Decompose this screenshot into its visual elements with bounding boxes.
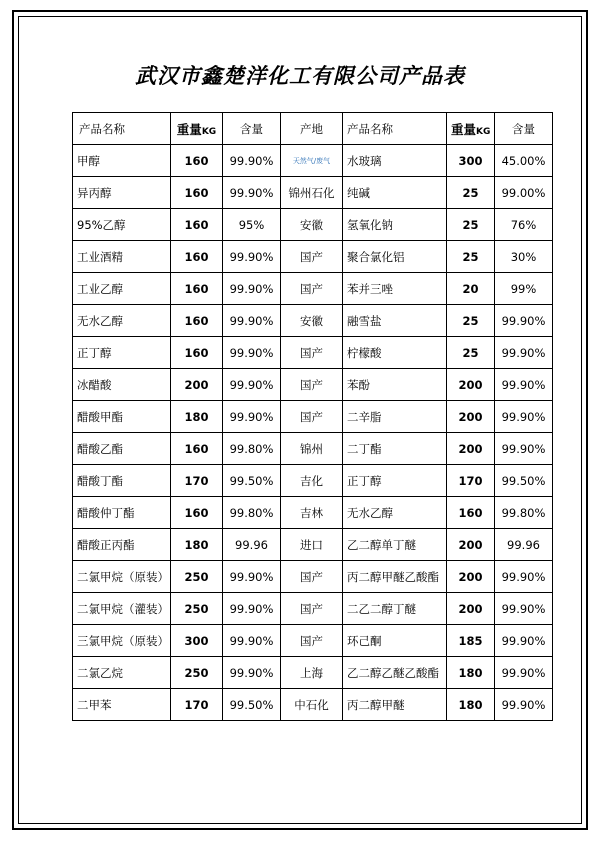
header-weight-2-unit: KG bbox=[476, 126, 491, 137]
cell-weight-1-text: 170 bbox=[184, 473, 209, 488]
cell-weight-1 bbox=[171, 657, 223, 689]
cell-purity-2-text: 99.90% bbox=[501, 345, 546, 360]
header-product-name-2: 产品名称 bbox=[347, 121, 393, 136]
cell-product-name-2 bbox=[343, 497, 447, 529]
cell-origin-text: 国产 bbox=[300, 281, 323, 296]
cell-purity-1-text: 99.90% bbox=[229, 313, 274, 328]
cell-weight-1-text: 160 bbox=[184, 313, 209, 328]
table-row bbox=[73, 433, 553, 465]
page-title: 武汉市鑫楚洋化工有限公司产品表 bbox=[135, 63, 465, 88]
table-row bbox=[73, 369, 553, 401]
cell-purity-1 bbox=[223, 241, 281, 273]
cell-weight-1-text: 160 bbox=[184, 153, 209, 168]
header-product-name-1: 产品名称 bbox=[79, 121, 125, 136]
cell-purity-2-text: 99.90% bbox=[501, 441, 546, 456]
cell-weight-2 bbox=[447, 657, 495, 689]
table-row bbox=[73, 401, 553, 433]
cell-weight-1 bbox=[171, 593, 223, 625]
cell-product-name-1 bbox=[73, 433, 171, 465]
cell-product-name-2-text: 柠檬酸 bbox=[347, 345, 382, 360]
cell-purity-2 bbox=[495, 625, 553, 657]
cell-weight-2 bbox=[447, 433, 495, 465]
cell-purity-1 bbox=[223, 625, 281, 657]
cell-weight-1 bbox=[171, 465, 223, 497]
cell-product-name-1 bbox=[73, 561, 171, 593]
cell-product-name-1-text: 工业酒精 bbox=[77, 249, 123, 264]
cell-purity-2-text: 99.90% bbox=[501, 313, 546, 328]
cell-product-name-2-text: 氢氧化钠 bbox=[347, 217, 393, 232]
cell-purity-2-text: 99.96 bbox=[507, 537, 540, 552]
cell-purity-1 bbox=[223, 177, 281, 209]
table-row bbox=[73, 689, 553, 721]
cell-product-name-1-text: 甲醇 bbox=[77, 153, 100, 168]
cell-weight-1 bbox=[171, 625, 223, 657]
cell-origin-text: 国产 bbox=[300, 569, 323, 584]
header-weight-1: 重量 bbox=[176, 121, 202, 137]
cell-purity-2 bbox=[495, 465, 553, 497]
cell-product-name-2-text: 融雪盐 bbox=[347, 313, 382, 328]
cell-purity-1 bbox=[223, 657, 281, 689]
cell-origin bbox=[281, 497, 343, 529]
cell-weight-1 bbox=[171, 401, 223, 433]
cell-origin-text: 锦州石化 bbox=[288, 185, 335, 200]
cell-product-name-1 bbox=[73, 145, 171, 177]
cell-product-name-2 bbox=[343, 337, 447, 369]
cell-product-name-2-text: 二辛脂 bbox=[347, 409, 382, 424]
cell-weight-2-text: 300 bbox=[458, 153, 483, 168]
cell-product-name-2-text: 苯并三唑 bbox=[347, 281, 393, 296]
cell-product-name-1-text: 醋酸甲酯 bbox=[77, 409, 123, 424]
cell-origin bbox=[281, 465, 343, 497]
cell-product-name-2 bbox=[343, 305, 447, 337]
header-weight-2: 重量 bbox=[451, 121, 477, 137]
cell-origin bbox=[281, 305, 343, 337]
table-row bbox=[73, 209, 553, 241]
cell-product-name-1-text: 醋酸正丙酯 bbox=[77, 537, 135, 552]
cell-origin bbox=[281, 209, 343, 241]
cell-weight-2 bbox=[447, 209, 495, 241]
cell-origin bbox=[281, 561, 343, 593]
cell-weight-2-text: 25 bbox=[462, 313, 479, 328]
cell-origin-text: 国产 bbox=[300, 409, 323, 424]
cell-weight-1 bbox=[171, 497, 223, 529]
table-row bbox=[73, 625, 553, 657]
products-table-body bbox=[73, 113, 553, 721]
cell-weight-1 bbox=[171, 145, 223, 177]
cell-purity-1-text: 99.80% bbox=[229, 505, 274, 520]
cell-weight-2-text: 20 bbox=[462, 281, 479, 296]
table-row bbox=[73, 593, 553, 625]
cell-product-name-2 bbox=[343, 369, 447, 401]
cell-weight-2-text: 170 bbox=[458, 473, 483, 488]
cell-weight-1 bbox=[171, 177, 223, 209]
cell-origin bbox=[281, 177, 343, 209]
cell-weight-2 bbox=[447, 273, 495, 305]
cell-weight-2 bbox=[447, 305, 495, 337]
cell-product-name-2-text: 苯酚 bbox=[347, 377, 370, 392]
table-row bbox=[73, 497, 553, 529]
cell-purity-2-text: 99% bbox=[510, 281, 537, 296]
cell-weight-2 bbox=[447, 689, 495, 721]
cell-weight-2-text: 200 bbox=[458, 537, 483, 552]
cell-product-name-1-text: 二氯甲烷（灌装） bbox=[77, 601, 169, 616]
cell-origin-text: 安徽 bbox=[300, 313, 323, 328]
cell-weight-1 bbox=[171, 369, 223, 401]
cell-purity-2-text: 76% bbox=[510, 217, 537, 232]
cell-weight-2 bbox=[447, 625, 495, 657]
cell-product-name-1-text: 醋酸仲丁酯 bbox=[77, 505, 135, 520]
cell-weight-1 bbox=[171, 529, 223, 561]
cell-purity-2-text: 99.90% bbox=[501, 665, 546, 680]
cell-product-name-2-text: 正丁醇 bbox=[347, 473, 382, 488]
products-table bbox=[72, 112, 553, 721]
cell-weight-2-text: 25 bbox=[462, 185, 479, 200]
cell-weight-2-text: 185 bbox=[458, 633, 483, 648]
cell-purity-1 bbox=[223, 209, 281, 241]
cell-weight-1-text: 180 bbox=[184, 537, 209, 552]
cell-weight-2-text: 200 bbox=[458, 409, 483, 424]
cell-purity-1 bbox=[223, 561, 281, 593]
cell-weight-1-text: 160 bbox=[184, 185, 209, 200]
cell-product-name-2-text: 二丁酯 bbox=[347, 441, 382, 456]
cell-product-name-1 bbox=[73, 465, 171, 497]
cell-weight-2 bbox=[447, 337, 495, 369]
cell-purity-2 bbox=[495, 209, 553, 241]
cell-product-name-2-text: 二乙二醇丁醚 bbox=[347, 601, 416, 616]
cell-origin-text: 安徽 bbox=[300, 217, 323, 232]
cell-origin bbox=[281, 433, 343, 465]
cell-purity-1 bbox=[223, 529, 281, 561]
products-table-container bbox=[72, 112, 546, 721]
cell-origin bbox=[281, 337, 343, 369]
cell-product-name-2 bbox=[343, 177, 447, 209]
cell-product-name-1-text: 正丁醇 bbox=[77, 345, 112, 360]
cell-weight-1-text: 250 bbox=[184, 601, 209, 616]
cell-origin-text: 国产 bbox=[300, 377, 323, 392]
cell-purity-1 bbox=[223, 689, 281, 721]
cell-product-name-2 bbox=[343, 689, 447, 721]
cell-weight-2-text: 25 bbox=[462, 249, 479, 264]
cell-product-name-1-text: 无水乙醇 bbox=[77, 313, 123, 328]
cell-product-name-1 bbox=[73, 241, 171, 273]
cell-product-name-1 bbox=[73, 625, 171, 657]
cell-weight-1 bbox=[171, 433, 223, 465]
cell-purity-2-text: 99.90% bbox=[501, 409, 546, 424]
cell-origin bbox=[281, 625, 343, 657]
cell-purity-2-text: 45.00% bbox=[501, 153, 546, 168]
cell-weight-2 bbox=[447, 241, 495, 273]
table-row bbox=[73, 561, 553, 593]
cell-product-name-1-text: 二甲苯 bbox=[77, 697, 112, 712]
cell-product-name-2-text: 乙二醇乙醚乙酸酯 bbox=[347, 665, 439, 680]
cell-product-name-1 bbox=[73, 305, 171, 337]
cell-product-name-2-text: 环己酮 bbox=[347, 633, 382, 648]
cell-weight-1 bbox=[171, 241, 223, 273]
cell-weight-1-text: 250 bbox=[184, 569, 209, 584]
cell-purity-2-text: 99.90% bbox=[501, 633, 546, 648]
cell-purity-1-text: 99.80% bbox=[229, 441, 274, 456]
cell-origin bbox=[281, 689, 343, 721]
cell-product-name-1-text: 醋酸丁酯 bbox=[77, 473, 123, 488]
cell-product-name-2-text: 无水乙醇 bbox=[347, 505, 393, 520]
cell-purity-1-text: 99.90% bbox=[229, 249, 274, 264]
cell-purity-2 bbox=[495, 273, 553, 305]
cell-purity-1-text: 99.90% bbox=[229, 665, 274, 680]
cell-product-name-1 bbox=[73, 177, 171, 209]
cell-origin-text: 吉林 bbox=[300, 505, 323, 520]
cell-product-name-2-text: 纯碱 bbox=[347, 185, 370, 200]
cell-origin bbox=[281, 657, 343, 689]
cell-product-name-2 bbox=[343, 561, 447, 593]
cell-weight-1 bbox=[171, 337, 223, 369]
cell-origin-text: 国产 bbox=[300, 601, 323, 616]
cell-origin bbox=[281, 145, 343, 177]
cell-purity-2 bbox=[495, 433, 553, 465]
cell-purity-1-text: 99.90% bbox=[229, 633, 274, 648]
cell-weight-2-text: 200 bbox=[458, 569, 483, 584]
cell-weight-2 bbox=[447, 369, 495, 401]
cell-weight-2 bbox=[447, 593, 495, 625]
header-weight-1-unit: KG bbox=[201, 126, 217, 137]
cell-purity-1-text: 99.50% bbox=[229, 473, 274, 488]
cell-purity-2-text: 99.90% bbox=[501, 601, 546, 616]
cell-purity-2 bbox=[495, 241, 553, 273]
cell-weight-2-text: 200 bbox=[458, 601, 483, 616]
cell-weight-2-text: 160 bbox=[458, 505, 483, 520]
cell-weight-1-text: 300 bbox=[184, 633, 209, 648]
cell-product-name-1 bbox=[73, 369, 171, 401]
cell-weight-1-text: 160 bbox=[184, 249, 209, 264]
cell-purity-2-text: 99.00% bbox=[501, 185, 546, 200]
cell-origin-text: 中石化 bbox=[294, 697, 329, 712]
document-page-border bbox=[12, 10, 588, 830]
cell-origin bbox=[281, 273, 343, 305]
cell-weight-2-text: 180 bbox=[458, 665, 483, 680]
cell-purity-2-text: 30% bbox=[510, 249, 537, 264]
cell-purity-2 bbox=[495, 177, 553, 209]
cell-product-name-1 bbox=[73, 337, 171, 369]
cell-product-name-2 bbox=[343, 593, 447, 625]
cell-purity-2 bbox=[495, 369, 553, 401]
cell-weight-1-text: 160 bbox=[184, 441, 209, 456]
cell-purity-1 bbox=[223, 465, 281, 497]
cell-weight-1 bbox=[171, 209, 223, 241]
cell-product-name-2 bbox=[343, 529, 447, 561]
cell-product-name-1 bbox=[73, 529, 171, 561]
cell-purity-2 bbox=[495, 689, 553, 721]
cell-product-name-2 bbox=[343, 657, 447, 689]
cell-purity-1-text: 99.90% bbox=[229, 601, 274, 616]
cell-purity-2 bbox=[495, 305, 553, 337]
cell-weight-1-text: 180 bbox=[184, 409, 209, 424]
cell-purity-2 bbox=[495, 561, 553, 593]
cell-product-name-1-text: 工业乙醇 bbox=[77, 281, 123, 296]
cell-purity-1-text: 95% bbox=[238, 217, 265, 232]
cell-weight-1-text: 200 bbox=[184, 377, 209, 392]
cell-purity-1 bbox=[223, 337, 281, 369]
cell-product-name-1 bbox=[73, 401, 171, 433]
cell-product-name-1-text: 醋酸乙酯 bbox=[77, 441, 123, 456]
cell-purity-1-text: 99.90% bbox=[229, 281, 274, 296]
cell-product-name-1 bbox=[73, 497, 171, 529]
cell-product-name-1 bbox=[73, 689, 171, 721]
cell-product-name-1-text: 冰醋酸 bbox=[77, 377, 112, 392]
cell-purity-2-text: 99.90% bbox=[501, 569, 546, 584]
header-purity-2: 含量 bbox=[512, 121, 535, 136]
cell-weight-2 bbox=[447, 177, 495, 209]
cell-purity-1 bbox=[223, 401, 281, 433]
cell-weight-1-text: 170 bbox=[184, 697, 209, 712]
header-origin: 产地 bbox=[300, 121, 323, 136]
cell-purity-2 bbox=[495, 657, 553, 689]
cell-weight-1 bbox=[171, 305, 223, 337]
cell-product-name-2-text: 聚合氯化铝 bbox=[347, 249, 405, 264]
table-row bbox=[73, 337, 553, 369]
cell-purity-1-text: 99.90% bbox=[229, 185, 274, 200]
cell-origin bbox=[281, 369, 343, 401]
cell-weight-1-text: 250 bbox=[184, 665, 209, 680]
table-row bbox=[73, 465, 553, 497]
cell-product-name-2-text: 丙二醇甲醚乙酸酯 bbox=[347, 569, 439, 584]
cell-product-name-2 bbox=[343, 273, 447, 305]
cell-purity-1 bbox=[223, 593, 281, 625]
cell-weight-1-text: 160 bbox=[184, 281, 209, 296]
cell-weight-2-text: 200 bbox=[458, 377, 483, 392]
table-row bbox=[73, 177, 553, 209]
cell-purity-1 bbox=[223, 369, 281, 401]
cell-purity-1 bbox=[223, 273, 281, 305]
cell-purity-1 bbox=[223, 433, 281, 465]
cell-purity-1-text: 99.90% bbox=[229, 377, 274, 392]
cell-origin bbox=[281, 529, 343, 561]
cell-product-name-1-text: 二氯乙烷 bbox=[77, 665, 123, 680]
cell-purity-1 bbox=[223, 305, 281, 337]
cell-origin-text: 进口 bbox=[300, 537, 323, 552]
cell-purity-1 bbox=[223, 145, 281, 177]
cell-origin-text: 国产 bbox=[300, 249, 323, 264]
cell-purity-1-text: 99.90% bbox=[229, 569, 274, 584]
cell-weight-2 bbox=[447, 529, 495, 561]
table-row bbox=[73, 305, 553, 337]
table-row bbox=[73, 529, 553, 561]
cell-product-name-1-text: 异丙醇 bbox=[77, 185, 112, 200]
cell-origin bbox=[281, 241, 343, 273]
cell-weight-2 bbox=[447, 465, 495, 497]
cell-weight-1 bbox=[171, 273, 223, 305]
cell-origin bbox=[281, 593, 343, 625]
cell-purity-2-text: 99.90% bbox=[501, 377, 546, 392]
cell-purity-2-text: 99.50% bbox=[501, 473, 546, 488]
cell-origin-text: 国产 bbox=[300, 633, 323, 648]
cell-product-name-2 bbox=[343, 465, 447, 497]
cell-weight-1 bbox=[171, 689, 223, 721]
cell-purity-1-text: 99.90% bbox=[229, 409, 274, 424]
cell-origin-text: 锦州 bbox=[300, 441, 323, 456]
table-row bbox=[73, 657, 553, 689]
cell-weight-2 bbox=[447, 497, 495, 529]
table-row bbox=[73, 241, 553, 273]
cell-product-name-2-text: 丙二醇甲醚 bbox=[347, 697, 405, 712]
cell-purity-1-text: 99.50% bbox=[229, 697, 274, 712]
header-purity-1: 含量 bbox=[240, 121, 263, 136]
table-header-row bbox=[73, 113, 553, 145]
cell-purity-1-text: 99.96 bbox=[235, 537, 268, 552]
cell-purity-2 bbox=[495, 337, 553, 369]
cell-product-name-1 bbox=[73, 657, 171, 689]
cell-origin-text: 吉化 bbox=[300, 473, 323, 488]
cell-weight-2-text: 180 bbox=[458, 697, 483, 712]
cell-product-name-1 bbox=[73, 273, 171, 305]
cell-weight-2-text: 200 bbox=[458, 441, 483, 456]
cell-product-name-1-text: 二氯甲烷（原装） bbox=[77, 569, 169, 584]
cell-product-name-2 bbox=[343, 145, 447, 177]
cell-origin-text: 国产 bbox=[300, 345, 323, 360]
cell-product-name-2 bbox=[343, 625, 447, 657]
cell-product-name-1 bbox=[73, 593, 171, 625]
cell-product-name-2 bbox=[343, 241, 447, 273]
cell-weight-1-text: 160 bbox=[184, 217, 209, 232]
cell-origin bbox=[281, 401, 343, 433]
cell-origin-text: 上海 bbox=[300, 665, 323, 680]
cell-product-name-2 bbox=[343, 433, 447, 465]
cell-product-name-2 bbox=[343, 401, 447, 433]
cell-product-name-2-text: 水玻璃 bbox=[347, 153, 382, 168]
cell-product-name-1-text: 三氯甲烷（原装） bbox=[77, 633, 169, 648]
cell-weight-1-text: 160 bbox=[184, 505, 209, 520]
cell-purity-2-text: 99.80% bbox=[501, 505, 546, 520]
cell-weight-2 bbox=[447, 145, 495, 177]
cell-product-name-1 bbox=[73, 209, 171, 241]
cell-weight-2 bbox=[447, 561, 495, 593]
cell-purity-2 bbox=[495, 497, 553, 529]
cell-purity-2 bbox=[495, 145, 553, 177]
cell-purity-1-text: 99.90% bbox=[229, 345, 274, 360]
cell-weight-2-text: 25 bbox=[462, 217, 479, 232]
cell-origin-text: 天然气/废气 bbox=[292, 157, 331, 165]
cell-weight-1 bbox=[171, 561, 223, 593]
cell-weight-2-text: 25 bbox=[462, 345, 479, 360]
cell-purity-1 bbox=[223, 497, 281, 529]
cell-purity-1-text: 99.90% bbox=[229, 153, 274, 168]
cell-product-name-2 bbox=[343, 209, 447, 241]
cell-weight-1-text: 160 bbox=[184, 345, 209, 360]
table-row bbox=[73, 145, 553, 177]
cell-product-name-1-text: 95%乙醇 bbox=[77, 217, 126, 232]
cell-purity-2-text: 99.90% bbox=[501, 697, 546, 712]
cell-purity-2 bbox=[495, 401, 553, 433]
cell-weight-2 bbox=[447, 401, 495, 433]
cell-purity-2 bbox=[495, 529, 553, 561]
table-row bbox=[73, 273, 553, 305]
cell-product-name-2-text: 乙二醇单丁醚 bbox=[347, 537, 416, 552]
cell-purity-2 bbox=[495, 593, 553, 625]
